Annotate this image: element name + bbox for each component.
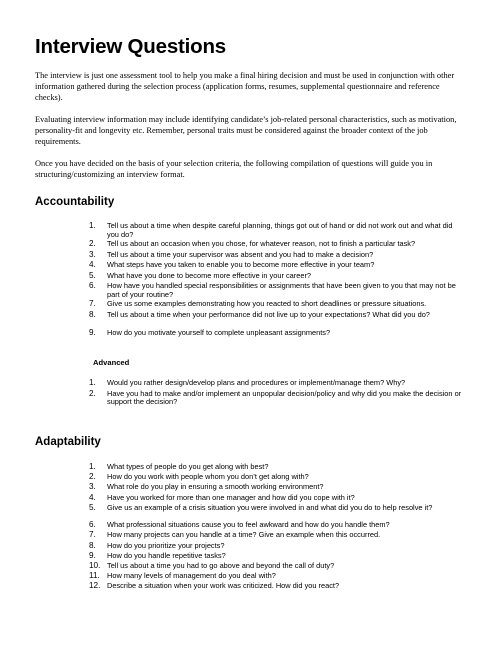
question-number: 10.	[89, 561, 101, 570]
question-text: Tell us about a time you had to go above and beyond the call of duty?	[107, 561, 335, 570]
question-number: 1.	[89, 221, 96, 230]
list-item	[89, 240, 464, 251]
intro-paragraph-3: Once you have decided on the basis of your selection criteria, the following compilation of questions will guide you in structuring/customizing an interview format.	[35, 159, 433, 179]
accountability-question-list	[89, 222, 464, 339]
list-item	[89, 282, 464, 300]
list-item	[89, 300, 464, 311]
question-number: 8.	[89, 309, 96, 319]
question-number: 5.	[89, 270, 96, 280]
question-number: 12.	[89, 581, 101, 591]
question-text: Tell us about an occasion when you chose, for whatever reason, not to finish a particular task?	[107, 239, 416, 248]
list-item	[89, 582, 464, 592]
question-number: 3.	[89, 482, 96, 492]
list-item	[89, 261, 464, 272]
page-title: Interview Questions	[35, 35, 227, 58]
question-number: 1.	[89, 378, 96, 387]
list-item	[89, 311, 464, 329]
question-number: 2.	[89, 472, 96, 482]
question-number: 11.	[89, 571, 100, 581]
question-text: How do you prioritize your projects?	[107, 540, 225, 550]
question-text: Tell us about a time your supervisor was absent and you had to make a decision?	[107, 249, 374, 259]
question-text: Would you rather design/develop plans and procedures or implement/manage them? Why?	[107, 378, 406, 387]
list-item	[89, 222, 464, 240]
question-text: How many projects can you handle at a time? Give an example when this occurred.	[107, 530, 381, 540]
question-number: 6.	[89, 520, 96, 530]
question-text: How do you handle repetitive tasks?	[107, 550, 226, 560]
advanced-question-list	[89, 379, 464, 408]
question-text: How many levels of management do you deal with?	[107, 571, 276, 581]
question-number: 8.	[89, 540, 96, 550]
question-number: 3.	[89, 249, 96, 259]
section-heading-accountability: Accountability	[35, 196, 115, 208]
question-number: 1.	[89, 462, 96, 471]
list-item	[89, 329, 464, 340]
intro-paragraph-1: The interview is just one assessment tool to help you make a final hiring decision and must be used in conjunction with other information gathered during the selection process (application forms, resumes, supplemental questionnaire and reference checks).	[35, 71, 455, 102]
question-number: 9.	[89, 327, 96, 337]
list-item	[89, 504, 464, 522]
question-text: Give us some examples demonstrating how you reacted to short deadlines or pressure situations.	[107, 299, 427, 308]
question-text: What professional situations cause you to feel awkward and how do you handle them?	[107, 520, 390, 530]
intro-paragraph-2: Evaluating interview information may include identifying candidate’s job-related personal characteristics, such as motivation, personality-fit and longevity etc. Remember, personal traits must be considered against the broader context of the job requirements.	[35, 115, 457, 146]
question-number: 9.	[89, 550, 96, 560]
list-item	[89, 390, 464, 408]
question-text: How do you work with people whom you don’t get along with?	[107, 472, 309, 482]
question-number: 4.	[89, 492, 96, 502]
question-text: Tell us about a time when despite careful planning, things got out of hand or did not work out and what did you do?	[107, 221, 453, 239]
question-number: 6.	[89, 281, 96, 290]
question-text: What have you done to become more effective in your career?	[107, 270, 312, 280]
section-heading-adaptability: Adaptability	[35, 436, 101, 448]
question-text: Give us an example of a crisis situation you were involved in and what did you do to help resolve it?	[107, 502, 433, 512]
question-number: 5.	[89, 502, 96, 512]
question-number: 7.	[89, 299, 96, 308]
list-item	[89, 379, 464, 390]
adaptability-question-list	[89, 463, 464, 593]
question-text: Have you worked for more than one manager and how did you cope with it?	[107, 492, 355, 502]
question-number: 7.	[89, 530, 96, 540]
subsection-heading-advanced: Advanced	[93, 358, 130, 367]
question-text: What steps have you taken to enable you to become more effective in your team?	[107, 260, 375, 269]
question-text: Describe a situation when your work was criticized. How did you react?	[107, 581, 340, 591]
question-number: 2.	[89, 388, 96, 398]
question-text: What types of people do you get along with best?	[107, 462, 269, 471]
question-number: 2.	[89, 239, 96, 248]
question-text: What role do you play in ensuring a smooth working environment?	[107, 482, 324, 492]
question-text: How do you motivate yourself to complete unpleasant assignments?	[107, 327, 331, 337]
question-number: 4.	[89, 260, 96, 269]
question-text: How have you handled special responsibilities or assignments that have been given to you that may not be part of your routine?	[107, 281, 456, 299]
question-text: Have you had to make and/or implement an unpopular decision/policy and why did you make the decision or support the decision?	[107, 388, 462, 407]
question-text: Tell us about a time when your performance did not live up to your expectations? What did you do?	[107, 309, 430, 319]
